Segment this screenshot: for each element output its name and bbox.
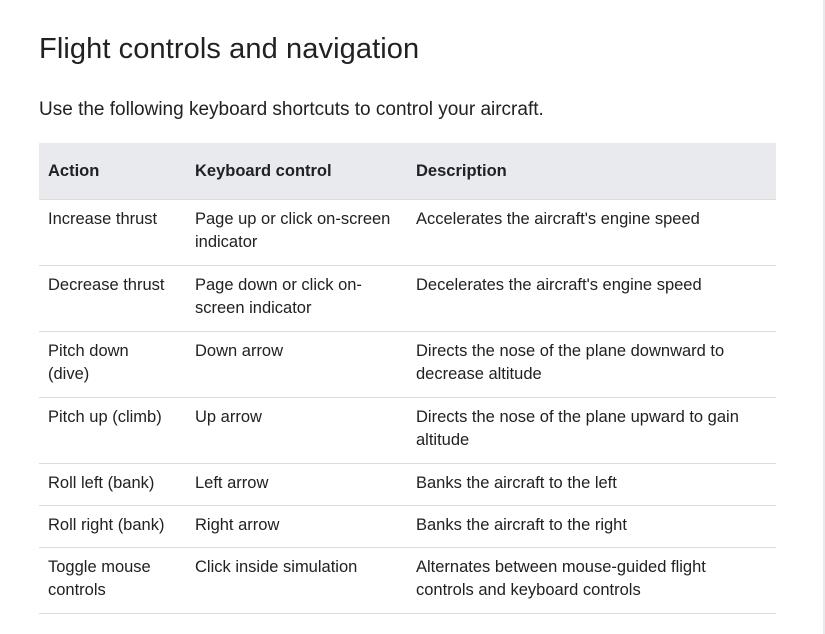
cell-control: Right arrow: [186, 506, 407, 548]
cell-control: Down arrow: [186, 332, 407, 398]
table-row: [39, 266, 776, 332]
cell-description: Accelerates the aircraft's engine speed: [407, 200, 776, 266]
page-title: Flight controls and navigation: [39, 33, 420, 65]
cell-action: Roll right (bank): [39, 506, 186, 548]
cell-action: Pitch up (climb): [39, 398, 186, 464]
cell-description: Banks the aircraft to the left: [407, 464, 776, 506]
cell-control: Up arrow: [186, 398, 407, 464]
cell-action: Pitch down (dive): [39, 332, 186, 398]
cell-control: Page up or click on-screen indicator: [186, 200, 407, 266]
cell-action: Toggle mouse controls: [39, 548, 186, 614]
cell-control: Left arrow: [186, 464, 407, 506]
table-row: [39, 506, 776, 548]
header-keyboard-control: Keyboard control: [186, 143, 407, 200]
shortcuts-table: [39, 143, 776, 614]
table-row: [39, 332, 776, 398]
table-row: [39, 398, 776, 464]
intro-text: Use the following keyboard shortcuts to control your aircraft.: [39, 99, 544, 120]
cell-description: Banks the aircraft to the right: [407, 506, 776, 548]
header-description: Description: [407, 143, 776, 200]
cell-action: Increase thrust: [39, 200, 186, 266]
header-row: [39, 143, 776, 200]
table-body: [39, 200, 776, 614]
cell-description: Alternates between mouse-guided flight controls and keyboard controls: [407, 548, 776, 614]
cell-description: Directs the nose of the plane downward to decrease altitude: [407, 332, 776, 398]
table-row: [39, 200, 776, 266]
cell-control: Page down or click on-screen indicator: [186, 266, 407, 332]
cell-control: Click inside simulation: [186, 548, 407, 614]
header-action: Action: [39, 143, 186, 200]
table-header: [39, 143, 776, 200]
table-row: [39, 548, 776, 614]
table-row: [39, 464, 776, 506]
cell-description: Directs the nose of the plane upward to gain altitude: [407, 398, 776, 464]
cell-description: Decelerates the aircraft's engine speed: [407, 266, 776, 332]
cell-action: Roll left (bank): [39, 464, 186, 506]
cell-action: Decrease thrust: [39, 266, 186, 332]
